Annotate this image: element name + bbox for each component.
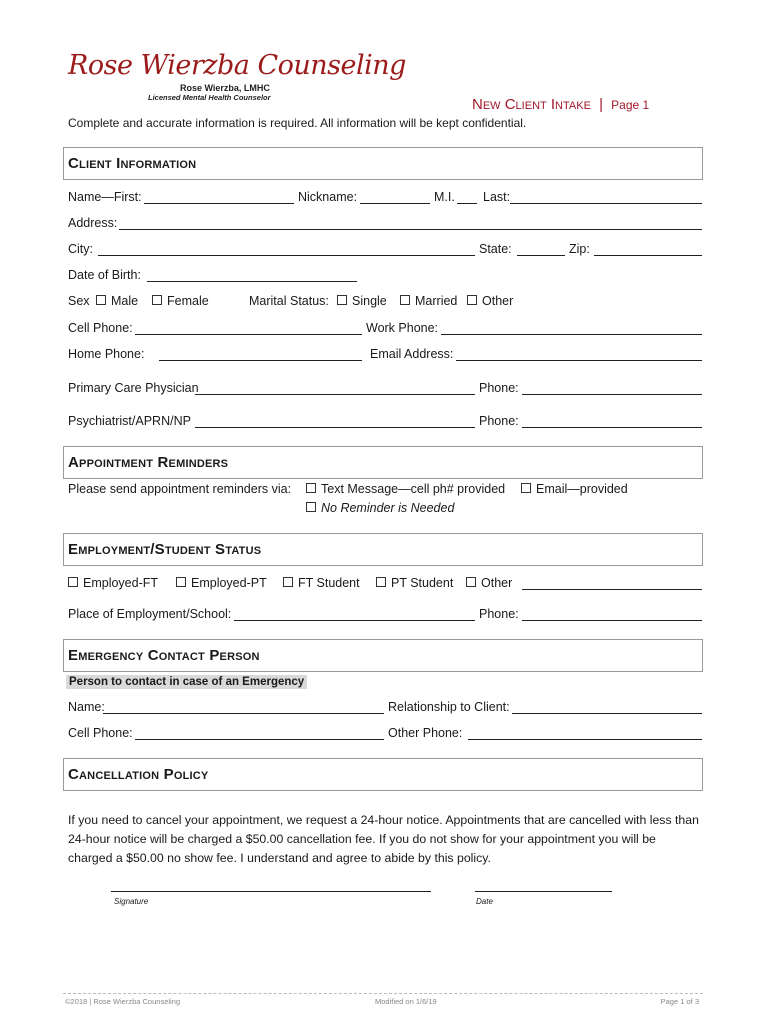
pcp-label: Primary Care Physician	[68, 381, 199, 395]
pt-student-checkbox[interactable]: PT Student	[376, 576, 453, 590]
date-field[interactable]	[475, 891, 612, 892]
cancellation-header: Cancellation Policy	[63, 758, 703, 791]
emergency-cell-field[interactable]	[135, 739, 384, 740]
state-field[interactable]	[517, 255, 565, 256]
last-name-field[interactable]	[510, 203, 702, 204]
employment-phone-field[interactable]	[522, 620, 702, 621]
pcp-phone-label: Phone:	[479, 381, 519, 395]
emergency-name-field[interactable]	[103, 713, 384, 714]
dob-field[interactable]	[147, 281, 357, 282]
email-label: Email Address:	[370, 347, 454, 361]
employment-place-field[interactable]	[234, 620, 475, 621]
form-title: New Client Intake | Page 1	[472, 96, 650, 113]
employed-ft-checkbox[interactable]: Employed-FT	[68, 576, 158, 590]
first-name-field[interactable]	[144, 203, 294, 204]
page-label: Page 1	[611, 98, 650, 112]
client-info-header: Client Information	[63, 147, 703, 180]
first-name-label: Name—First:	[68, 190, 142, 204]
employment-phone-label: Phone:	[479, 607, 519, 621]
footer-copyright: ©2018 | Rose Wierzba Counseling	[65, 997, 181, 1006]
female-checkbox[interactable]: Female	[152, 294, 209, 308]
psychiatrist-phone-label: Phone:	[479, 414, 519, 428]
address-label: Address:	[68, 216, 118, 230]
employment-other-checkbox[interactable]: Other	[466, 576, 512, 590]
pcp-phone-field[interactable]	[522, 394, 702, 395]
nickname-field[interactable]	[360, 203, 430, 204]
emergency-other-phone-field[interactable]	[468, 739, 702, 740]
relationship-field[interactable]	[512, 713, 702, 714]
signature-label: Signature	[114, 897, 149, 906]
male-checkbox[interactable]: Male	[96, 294, 138, 308]
logo-subtitle: Licensed Mental Health Counselor	[148, 93, 271, 102]
single-checkbox[interactable]: Single	[337, 294, 387, 308]
email-reminder-checkbox[interactable]: Email—provided	[521, 482, 628, 496]
emergency-cell-label: Cell Phone:	[68, 726, 133, 740]
emergency-name-label: Name:	[68, 700, 105, 714]
ft-student-checkbox[interactable]: FT Student	[283, 576, 360, 590]
reminders-header: Appointment Reminders	[63, 446, 703, 479]
address-field[interactable]	[119, 229, 702, 230]
cancellation-text: If you need to cancel your appointment, we request a 24-hour notice. Appointments that are cancelled with less than 24-hour notice will be charged a $50.00 cancellation fee. If you do not show for your appointment you will be charged a $50.00 no show fee. I understand and agree to abide by this policy.	[68, 813, 699, 865]
sex-label: Sex	[68, 294, 90, 308]
mi-field[interactable]	[457, 203, 477, 204]
work-phone-label: Work Phone:	[366, 321, 439, 335]
signature-field[interactable]	[111, 891, 431, 892]
employment-other-field[interactable]	[522, 589, 702, 590]
emergency-header: Emergency Contact Person	[63, 639, 703, 672]
employed-pt-checkbox[interactable]: Employed-PT	[176, 576, 267, 590]
reminders-prompt: Please send appointment reminders via:	[68, 482, 292, 496]
employment-header: Employment/Student Status	[63, 533, 703, 566]
zip-field[interactable]	[594, 255, 702, 256]
last-name-label: Last:	[483, 190, 511, 204]
intro-text: Complete and accurate information is required. All information will be kept confidential.	[68, 116, 527, 130]
state-label: State:	[479, 242, 512, 256]
zip-label: Zip:	[569, 242, 590, 256]
mi-label: M.I.	[434, 190, 455, 204]
text-message-checkbox[interactable]: Text Message—cell ph# provided	[306, 482, 505, 496]
dob-label: Date of Birth:	[68, 268, 141, 282]
psychiatrist-label: Psychiatrist/APRN/NP	[68, 414, 191, 428]
cell-phone-label: Cell Phone:	[68, 321, 133, 335]
home-phone-label: Home Phone:	[68, 347, 145, 361]
footer-page: Page 1 of 3	[660, 997, 699, 1006]
city-label: City:	[68, 242, 93, 256]
footer	[63, 993, 703, 1006]
nickname-label: Nickname:	[298, 190, 358, 204]
marital-status-label: Marital Status:	[249, 294, 329, 308]
cell-phone-field[interactable]	[135, 334, 362, 335]
footer-modified: Modified on 1/6/19	[375, 997, 437, 1006]
emergency-banner: Person to contact in case of an Emergency	[66, 674, 307, 688]
psychiatrist-phone-field[interactable]	[522, 427, 702, 428]
home-phone-field[interactable]	[159, 360, 362, 361]
psychiatrist-field[interactable]	[195, 427, 475, 428]
marital-other-checkbox[interactable]: Other	[467, 294, 513, 308]
date-label: Date	[476, 897, 493, 906]
email-field[interactable]	[456, 360, 702, 361]
city-field[interactable]	[98, 255, 475, 256]
no-reminder-checkbox[interactable]: No Reminder is Needed	[306, 501, 454, 515]
logo-script: Rose Wierzba Counseling	[68, 50, 406, 81]
relationship-label: Relationship to Client:	[388, 700, 510, 714]
work-phone-field[interactable]	[441, 334, 702, 335]
married-checkbox[interactable]: Married	[400, 294, 457, 308]
logo-name: Rose Wierzba, LMHC	[180, 83, 270, 93]
employment-place-label: Place of Employment/School:	[68, 607, 232, 621]
emergency-other-phone-label: Other Phone:	[388, 726, 463, 740]
pcp-field[interactable]	[195, 394, 475, 395]
